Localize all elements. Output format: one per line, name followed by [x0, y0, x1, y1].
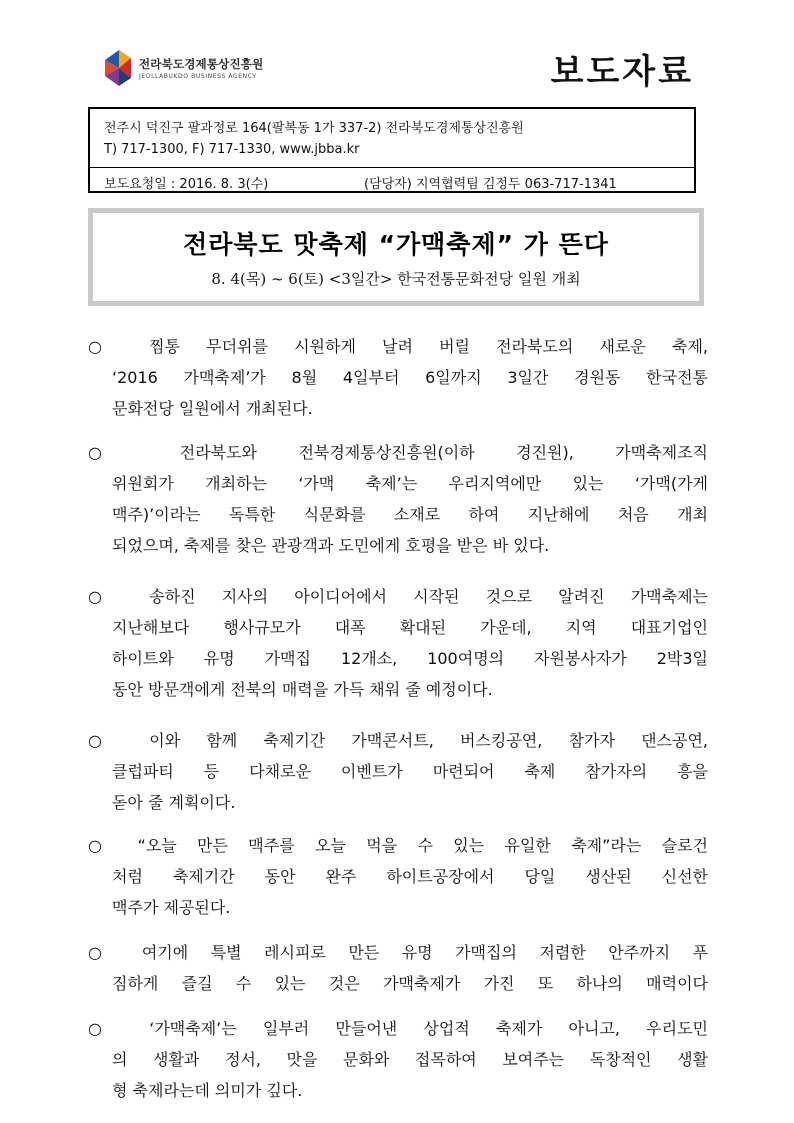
paragraph-2 — [88, 437, 708, 561]
paragraph-line: 맥주)’이라는 독특한 식문화를 소재로 하여 지난해에 처음 개최 — [112, 505, 708, 524]
paragraph-line: 맥주가 제공된다. — [112, 898, 231, 917]
paragraph-line: 의 생활과 정서, 맛을 문화와 접목하여 보여주는 독창적인 생활 — [112, 1050, 708, 1069]
document-type-heading: 보도자료 — [550, 52, 694, 92]
paragraph-line: 되었으며, 축제를 찾은 관광객과 도민에게 호평을 받은 바 있다. — [112, 536, 550, 555]
paragraph-line: 돋아 줄 계획이다. — [112, 793, 236, 812]
paragraph-line: ○ 여기에 특별 레시피로 만든 유명 가맥집의 저렴한 안주까지 푸 — [88, 943, 708, 962]
phone-web-line: T) 717-1300, F) 717-1330, www.jbba.kr — [104, 142, 360, 157]
contact-person: (담당자) 지역협력팀 김정두 063-717-1341 — [364, 177, 617, 192]
paragraph-6 — [88, 937, 708, 999]
paragraph-line: 동안 방문객에게 전북의 매력을 가득 채워 줄 예정이다. — [112, 680, 493, 699]
main-title: 전라북도 맛축제 “가맥축제” 가 뜬다 — [183, 230, 609, 259]
org-name: 전라북도경제통상진흥원 — [139, 57, 264, 71]
paragraph-4 — [88, 725, 708, 818]
paragraph-line: ○ ‘가맥축제’는 일부러 만들어낸 상업적 축제가 아니고, 우리도민 — [88, 1019, 708, 1038]
paragraph-1 — [88, 331, 708, 424]
address-line: 전주시 덕진구 팔과정로 164(팔복동 1가 337-2) 전라북도경제통상진흥원 — [104, 121, 524, 136]
paragraph-line: ○ 전라북도와 전북경제통상진흥원(이하 경진원), 가맥축제조직 — [88, 443, 708, 462]
paragraph-line: 지난해보다 행사규모가 대폭 확대된 가운데, 지역 대표기업인 — [112, 618, 708, 637]
org-logo-mark-icon — [103, 46, 133, 94]
paragraph-line: 처럼 축제기간 동안 완주 하이트공장에서 당일 생산된 신선한 — [112, 867, 708, 886]
paragraph-line: ○ “오늘 만든 맥주를 오늘 먹을 수 있는 유일한 축제”라는 슬로건 — [88, 836, 708, 855]
paragraph-line: ○ 이와 함께 축제기간 가맥콘서트, 버스킹공연, 참가자 댄스공연, — [88, 731, 708, 750]
paragraph-line: 문화전당 일원에서 개최된다. — [112, 399, 313, 418]
request-line — [104, 173, 617, 192]
contact-info-box — [88, 107, 696, 193]
paragraph-line: 하이트와 유명 가맥집 12개소, 100여명의 자원봉사자가 2박3일 — [112, 649, 708, 668]
title-box — [88, 208, 704, 306]
paragraph-3 — [88, 581, 708, 705]
paragraph-5 — [88, 830, 708, 923]
paragraph-line: ○ 송하진 지사의 아이디어에서 시작된 것으로 알려진 가맥축제는 — [88, 587, 708, 606]
paragraph-line: ‘2016 가맥축제’가 8월 4일부터 6일까지 3일간 경원동 한국전통 — [112, 368, 708, 387]
org-name-english: JEOLLABUKDO BUSINESS AGENCY — [139, 73, 257, 80]
org-logo — [103, 46, 303, 96]
paragraph-line: 클럽파티 등 다채로운 이벤트가 마련되어 축제 참가자의 흥을 — [112, 762, 708, 781]
paragraph-line: 형 축제라는데 의미가 깊다. — [112, 1081, 303, 1100]
paragraph-7 — [88, 1013, 708, 1106]
sub-title: 8. 4(목) ~ 6(토) <3일간> 한국전통문화전당 일원 개최 — [211, 270, 581, 288]
title-box-inner — [93, 213, 699, 301]
paragraph-line: 위원회가 개최하는 ‘가맥 축제’는 우리지역에만 있는 ‘가맥(가게 — [112, 474, 708, 493]
paragraph-line: ○ 찜통 무더위를 시원하게 날려 버릴 전라북도의 새로운 축제, — [88, 337, 708, 356]
info-divider — [90, 167, 694, 168]
paragraph-line: 짐하게 즐길 수 있는 것은 가맥축제가 가진 또 하나의 매력이다 — [112, 974, 708, 993]
request-date: 보도요청일 : 2016. 8. 3(수) — [104, 177, 269, 192]
